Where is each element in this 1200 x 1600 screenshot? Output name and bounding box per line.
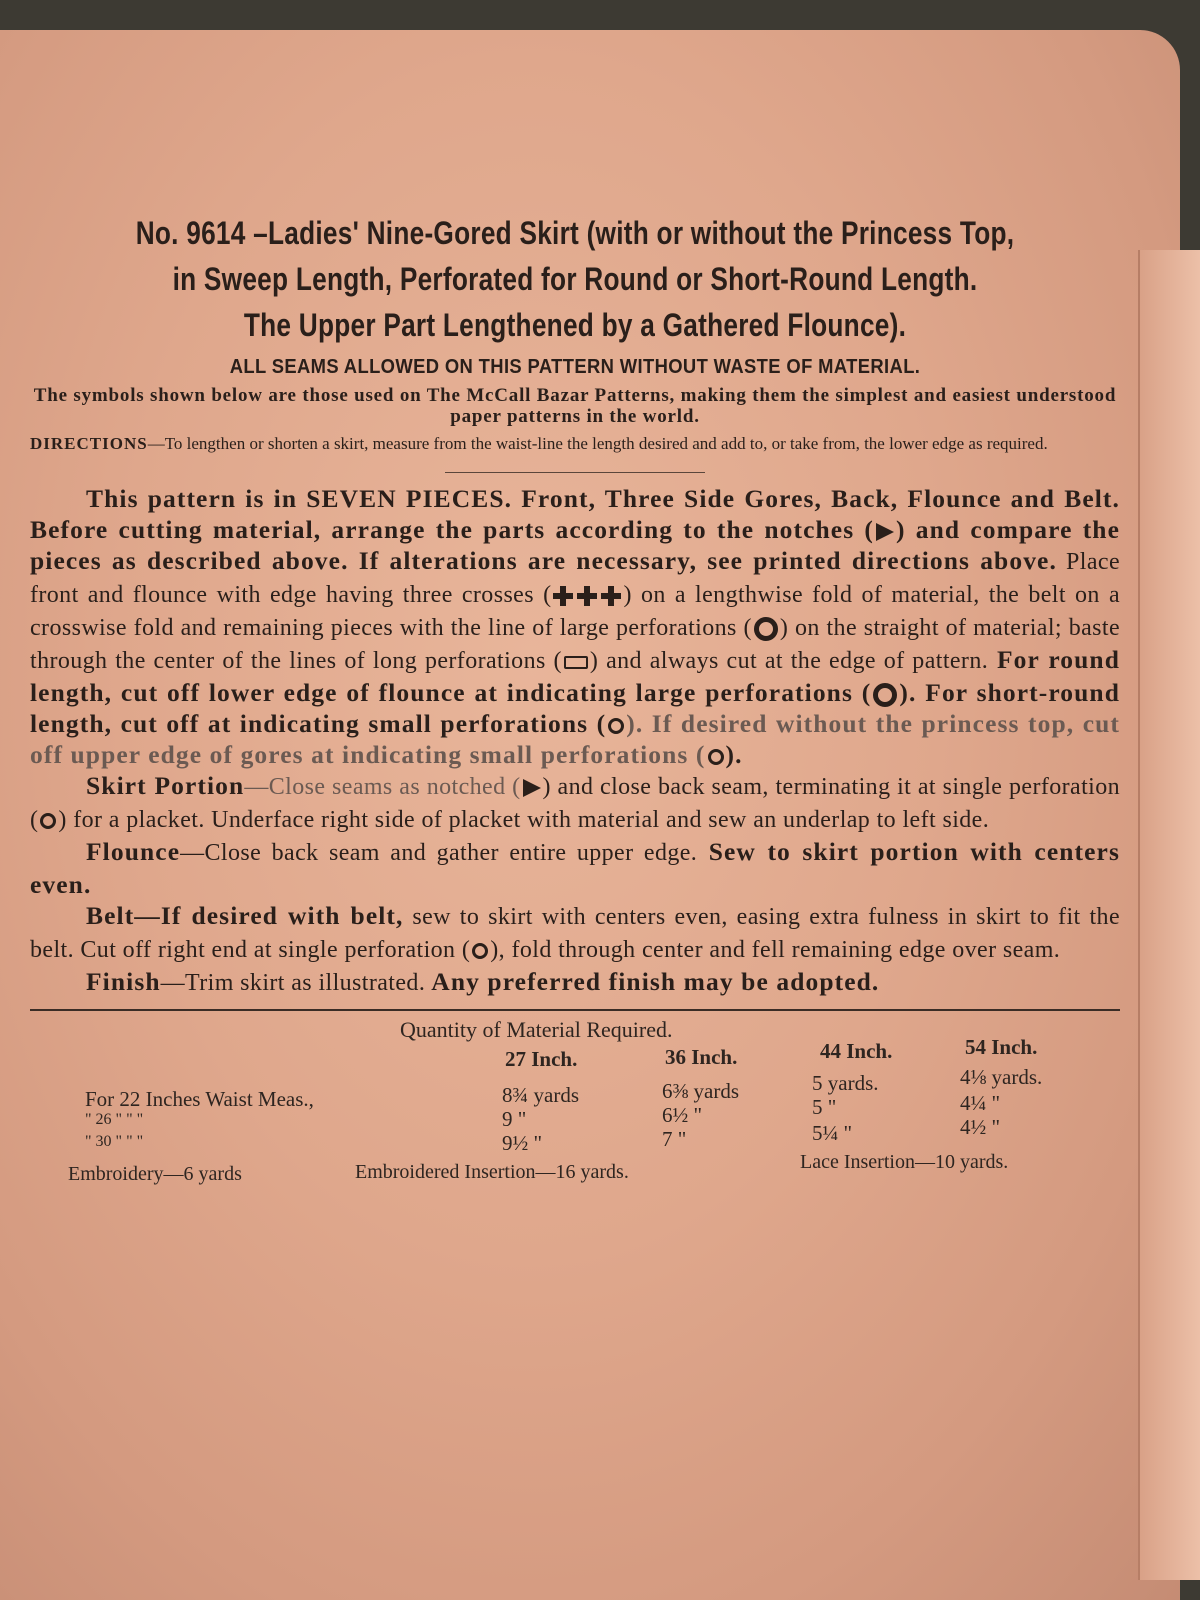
- main-instructions: [30, 483, 1120, 999]
- single-perforation-icon: [472, 943, 488, 959]
- paragraph-flounce: [30, 836, 1120, 900]
- lace-note: Lace Insertion—10 yards.: [800, 1151, 1009, 1173]
- table-cell: 5 ": [812, 1095, 837, 1119]
- text: ). If desired without the princess top, cut off upper edge of gores at indicating small perforations (: [30, 709, 1120, 769]
- text: Place front and flounce with edge having three crosses (: [30, 549, 1120, 608]
- table-cell: 5¼ ": [812, 1121, 853, 1145]
- large-perforation-icon: [754, 617, 778, 641]
- divider: [30, 1009, 1120, 1011]
- paragraph-skirt-portion: [30, 770, 1120, 836]
- table-cell: 6½ ": [662, 1103, 703, 1127]
- section-label: Finish: [86, 967, 161, 996]
- large-perforation-icon: [873, 683, 897, 707]
- text: ) on the straight of material; baste through the center of the lines of long perforations (: [30, 615, 1121, 674]
- cross-symbol-icon: [553, 586, 573, 606]
- small-perforation-icon: [608, 718, 624, 734]
- text: sew to skirt with centers even, easing extra fulness in skirt to fit the belt. Cut off right end at single perforation (: [30, 904, 1120, 963]
- text: ) and always cut at the edge of pattern.: [589, 648, 989, 674]
- text: —Trim skirt as illustrated.: [160, 970, 426, 996]
- divider: [445, 472, 705, 473]
- quantity-title: Quantity of Material Required.: [400, 1017, 673, 1042]
- directions-text: —To lengthen or shorten a skirt, measure from the waist-line the length desired and add to, or take from, the lower edge as required.: [147, 434, 1048, 453]
- column-header: 27 Inch.: [505, 1047, 578, 1071]
- paragraph-belt: [30, 900, 1120, 966]
- symbols-note: The symbols shown below are those used on The McCall Bazar Patterns, making them the simplest and easiest understood paper patterns in the world.: [33, 385, 1117, 427]
- column-header: 44 Inch.: [820, 1039, 893, 1063]
- table-cell: 4½ ": [960, 1115, 1001, 1139]
- underlying-page-edge: [1138, 250, 1200, 1580]
- directions-note: [30, 433, 1120, 454]
- text: ), fold through center and fell remaining edge over seam.: [490, 937, 1061, 963]
- pattern-heading: [54, 210, 1095, 348]
- notch-symbol-icon: [523, 779, 541, 797]
- notch-symbol-icon: [876, 523, 894, 541]
- material-quantity-table: [30, 1015, 1120, 1195]
- insertion-note: Embroidered Insertion—16 yards.: [355, 1161, 629, 1183]
- table-cell: 9 ": [502, 1107, 527, 1131]
- table-cell: 9½ ": [502, 1131, 543, 1155]
- single-perforation-icon: [40, 813, 56, 829]
- table-cell: 4⅛ yards.: [960, 1065, 1043, 1089]
- directions-label: DIRECTIONS: [30, 434, 148, 453]
- text: Any preferred finish may be adopted.: [425, 967, 880, 996]
- embroidery-note: Embroidery—6 yards: [68, 1163, 242, 1185]
- column-header: 54 Inch.: [965, 1035, 1038, 1059]
- section-label: Flounce: [86, 837, 181, 866]
- text: ) and compare the pieces as described above. If alterations are necessary, see printed directions above.: [30, 515, 1120, 575]
- paragraph-finish: [30, 966, 1120, 999]
- small-perforation-icon: [708, 749, 724, 765]
- text: For round length, cut off lower edge of flounce at indicating large perforations (: [30, 645, 1120, 707]
- text: —Close seams as notched (: [244, 774, 521, 800]
- text: This pattern is in SEVEN PIECES. Front, Three Side Gores, Back, Flounce and Belt. Before cutting material, arrange the parts according to the notches (: [30, 484, 1120, 544]
- table-cell: 7 ": [662, 1127, 687, 1151]
- instruction-sheet: [30, 210, 1120, 1195]
- long-perforation-icon: [564, 656, 588, 669]
- column-header: 36 Inch.: [665, 1045, 738, 1069]
- table-cell: 6⅜ yards: [662, 1079, 739, 1103]
- text: ).: [725, 740, 743, 769]
- all-seams-note: ALL SEAMS ALLOWED ON THIS PATTERN WITHOUT WASTE OF MATERIAL.: [229, 356, 921, 378]
- table-cell: 5 yards.: [812, 1071, 879, 1095]
- section-label: Skirt Portion: [86, 771, 245, 800]
- text: —Close back seam and gather entire upper edge.: [180, 840, 698, 866]
- table-cell: 4¼ ": [960, 1091, 1001, 1115]
- row-label: " 30 " " ": [85, 1133, 144, 1150]
- table-cell: 8¾ yards: [502, 1083, 579, 1107]
- text: Sew to skirt portion with centers even.: [30, 837, 1121, 899]
- heading-line: in Sweep Length, Perforated for Round or Short-Round Length.: [172, 261, 978, 297]
- cross-symbol-icon: [601, 586, 621, 606]
- text: ) for a placket. Underface right side of placket with material and sew an underlap to left side.: [58, 807, 990, 833]
- section-label: Belt—If desired with belt,: [86, 901, 404, 930]
- row-label: " 26 " " ": [85, 1111, 144, 1128]
- paragraph-pieces: [30, 483, 1120, 770]
- text: ). For short-round length, cut off at indicating small perforations (: [30, 678, 1120, 738]
- row-label: For 22 Inches Waist Meas.,: [85, 1087, 314, 1111]
- heading-line: No. 9614 –Ladies' Nine-Gored Skirt (with or without the Princess Top,: [135, 215, 1015, 251]
- heading-line: The Upper Part Lengthened by a Gathered Flounce).: [243, 307, 907, 343]
- text: ) and close back seam, terminating it at single perforation (: [30, 774, 1121, 833]
- text: ) on a lengthwise fold of material, the belt on a crosswise fold and remaining pieces with the line of large perforations (: [30, 582, 1120, 641]
- cross-symbol-icon: [577, 586, 597, 606]
